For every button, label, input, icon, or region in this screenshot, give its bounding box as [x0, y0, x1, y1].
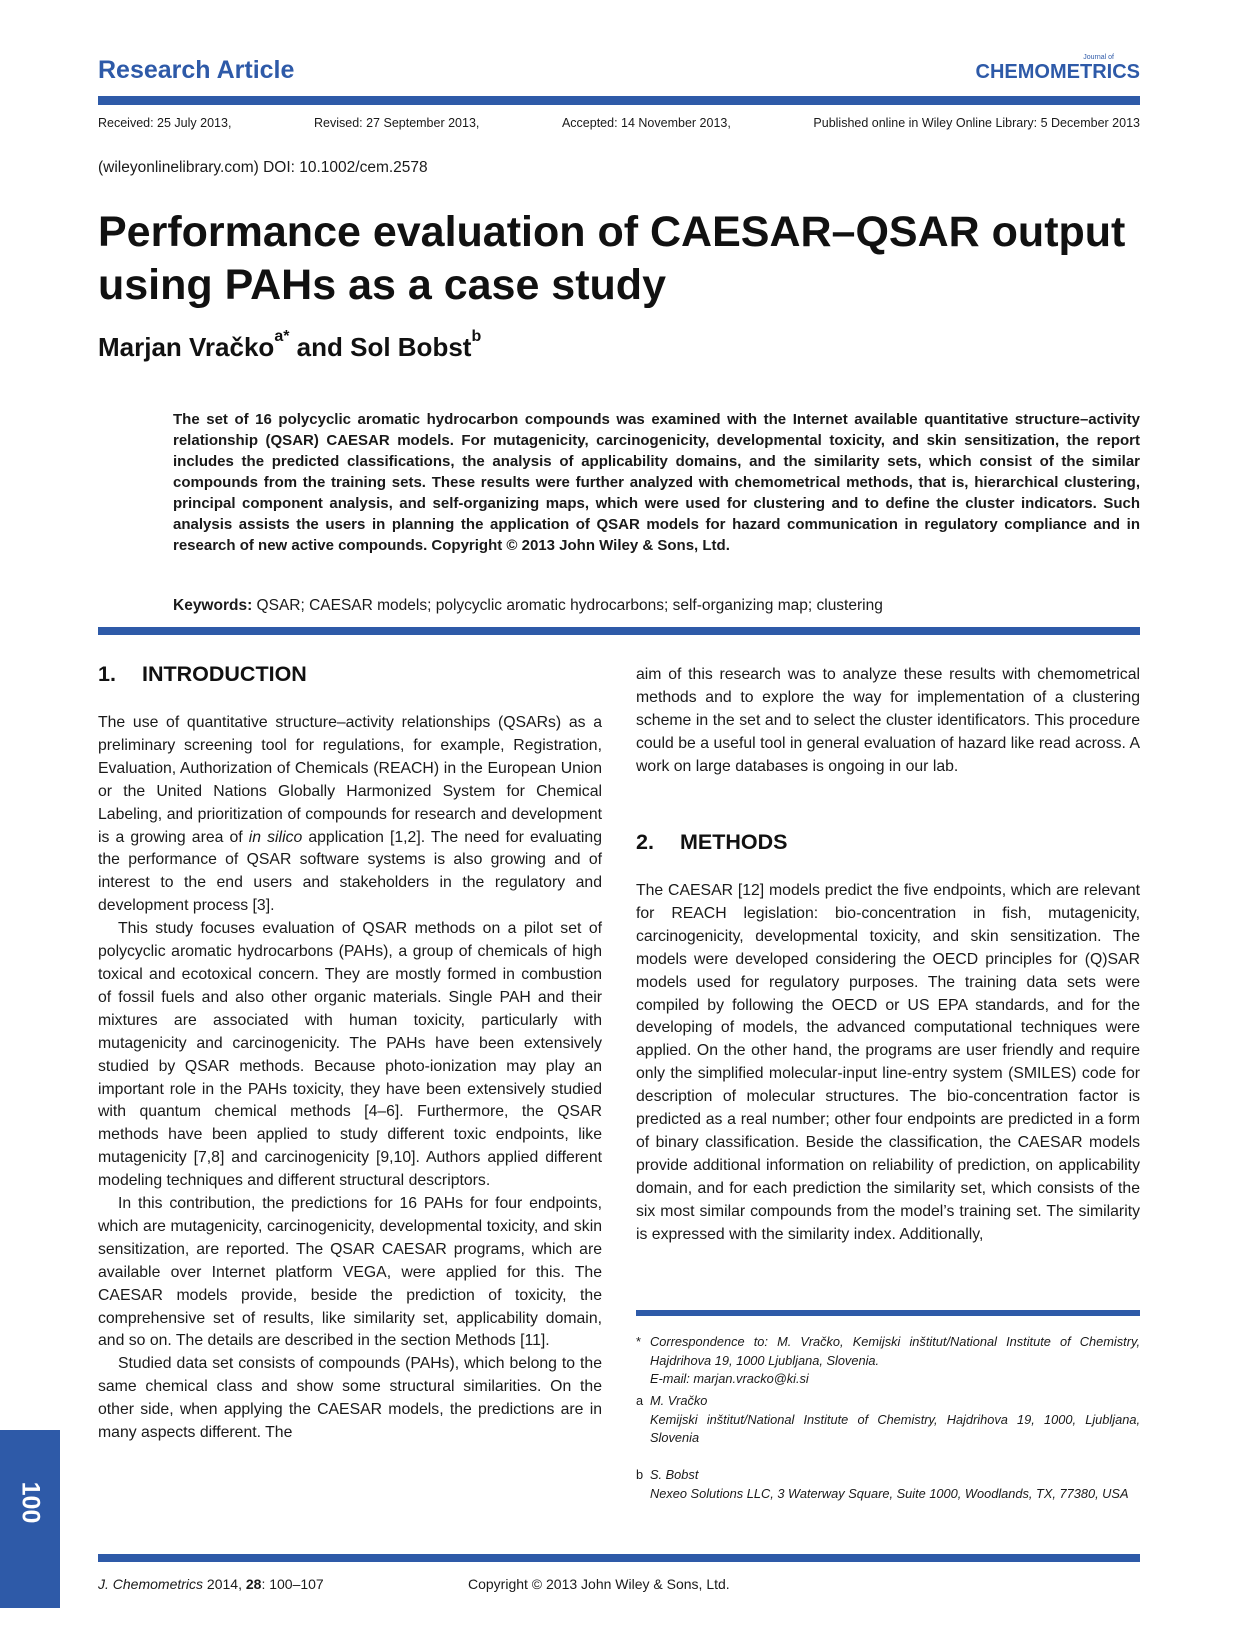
paragraph-text: The use of quantitative structure–activity relationships (QSARs) as a preliminary screening tool for regulations, for example, Registration, Evaluation, Authorization of Chemicals (REACH) in the European Union or the United Nations Globally Harmonized System for Chemical Labeling, and prioritization of compounds for research and development is a growing area of — [98, 714, 602, 846]
footnote-author: M. Vračko — [650, 1393, 708, 1408]
author-list — [98, 328, 482, 363]
keywords — [173, 597, 1140, 615]
journal-logo — [976, 54, 1140, 83]
footnote-affiliation: Nexeo Solutions LLC, 3 Waterway Square, Suite 1000, Woodlands, TX, 77380, USA — [650, 1485, 1129, 1501]
footer-citation — [98, 1576, 324, 1592]
paragraph: The CAESAR [12] models predict the five endpoints, which are relevant for REACH legislation: bio-concentration in fish, mutagenicity, carcinogenicity, developmental toxicity, and skin sensitization. The models were developed considering the OECD principles for (Q)SAR models used for regulatory purposes. The training data sets were compiled by following the OECD or US EPA standards, and for the developing of models, the advanced computational techniques were applied. On the other hand, the programs are user friendly and require only the simplified molecular-input line-entry system (SMILES) code for description of molecular structures. The bio-concentration factor is predicted as a real number; other four endpoints are predicted in a form of binary classification. Beside the classification, the CAESAR models provide additional information on reliability of prediction, on applicability domain, and for each prediction the similarity set, which consists of the six most similar compounds from the model’s training set. The similarity is expressed with the similarity index. Additionally, — [636, 882, 1140, 1243]
author-name: Sol Bobst — [350, 332, 472, 362]
author-affiliation-mark: a* — [274, 328, 290, 345]
article-title: Performance evaluation of CAESAR–QSAR output using PAHs as a case study — [98, 208, 1126, 309]
section-title: METHODS — [680, 830, 788, 854]
accepted-date: Accepted: 14 November 2013, — [561, 116, 731, 130]
section-number: 2. — [636, 830, 654, 854]
footnote-mark: a — [636, 1393, 644, 1408]
footnote-affiliation-a — [636, 1392, 1140, 1448]
revised-date: Revised: 27 September 2013, — [314, 116, 480, 130]
footnote-mark: * — [636, 1334, 641, 1349]
author-affiliation-mark: b — [471, 328, 482, 345]
abstract: The set of 16 polycyclic aromatic hydrocarbon compounds was examined with the Internet available quantitative structure–activity relationship (QSAR) CAESAR models. For mutagenicity, carcinogenicity, developmental toxicity, and skin sensitization, the report includes the predicted classifications, the analysis of applicability domains, and the similarity sets, which consist of the similar compounds from the training sets. These results were further analyzed with chemometrical methods, that is, hierarchical clustering, principal component analysis, and self-organizing maps, which were used for clustering and to define the cluster indicators. Such analysis assists the users in planning the application of QSAR models for hazard communication in regulatory compliance and in research of new active compounds. Copyright © 2013 John Wiley & Sons, Ltd. — [173, 411, 1140, 554]
received-date: Received: 25 July 2013, — [98, 116, 232, 130]
published-date: Published online in Wiley Online Library: 5 December 2013 — [813, 116, 1140, 130]
footnote-mark: b — [636, 1467, 644, 1482]
section-title: INTRODUCTION — [142, 662, 307, 686]
footnote-author: S. Bobst — [650, 1467, 699, 1482]
footer-rule — [98, 1554, 1140, 1562]
paragraph: Studied data set consists of compounds (PAHs), which belong to the same chemical class and show some structural similarities. On the other side, when applying the CAESAR models, the predictions are in many aspects different. The — [98, 1355, 602, 1442]
paragraph-text: application [1,2]. The need for evaluating the performance of QSAR software systems is also growing and of interest to the end users and stakeholders in the regulatory and development process [3]. — [98, 828, 602, 915]
footnote-affiliation-b — [636, 1466, 1140, 1503]
keywords-label: Keywords: — [173, 597, 253, 614]
right-column-intro-continued — [636, 664, 1140, 779]
article-type-label: Research Article — [98, 56, 295, 84]
paragraph: In this contribution, the predictions for 16 PAHs for four endpoints, which are mutagenicity, carcinogenicity, developmental toxicity, and skin sensitization, are reported. The QSAR CAESAR programs, which are available over Internet platform VEGA, were applied for this. The CAESAR models provide, beside the prediction of toxicity, the comprehensive set of results, like similarity set, applicability domain, and so on. The details are described in the section Methods [11]. — [98, 1195, 602, 1350]
page-number: 100 — [16, 1481, 45, 1524]
page-number-tab — [0, 1430, 60, 1608]
paragraph-emphasis: in silico — [248, 828, 303, 846]
section-heading-methods — [636, 830, 788, 855]
keywords-text: QSAR; CAESAR models; polycyclic aromatic hydrocarbons; self-organizing map; clustering — [252, 597, 883, 614]
footnote-text: Correspondence to: M. Vračko, Kemijski inštitut/National Institute of Chemistry, Hajdrihova 19, 1000 Ljubljana, Slovenia. — [650, 1334, 1140, 1368]
footer-journal: J. Chemometrics — [98, 1576, 204, 1592]
left-column — [98, 712, 602, 1445]
author-name: Marjan Vračko — [98, 332, 275, 362]
paragraph: This study focuses evaluation of QSAR methods on a pilot set of polycyclic aromatic hydrocarbons (PAHs), a group of chemicals of high toxical and ecotoxical concern. They are mostly formed in combustion of fossil fuels and also other organic materials. Single PAH and their mixtures are associated with human toxicity, particularly with mutagenicity and carcinogenicity. The PAHs have been extensively studied by QSAR methods. Because photo-ionization may play an important role in the PAHs toxicity, they have been extensively studied with quantum chemical methods [4–6]. Furthermore, the QSAR methods have been applied to study different toxic endpoints, like mutagenicity [7,8] and carcinogenicity [9,10]. Authors applied different modeling techniques and different structural descriptors. — [98, 920, 602, 1190]
journal-logo-name: CHEMOMETRICS — [975, 61, 1140, 83]
footer-volume: 28 — [245, 1576, 262, 1592]
journal-logo-small: Journal of — [1083, 54, 1114, 61]
doi-line[interactable]: (wileyonlinelibrary.com) DOI: 10.1002/cem.2578 — [98, 159, 428, 176]
header-rule — [98, 96, 1140, 105]
footer-copyright: Copyright © 2013 John Wiley & Sons, Ltd. — [468, 1576, 730, 1592]
footer-pages: : 100–107 — [261, 1576, 324, 1592]
paragraph — [98, 712, 602, 918]
section-heading-introduction — [98, 662, 307, 687]
paragraph: aim of this research was to analyze these results with chemometrical methods and to explore the way for implementation of a clustering scheme in the set and to select the cluster identificators. This procedure could be a useful tool in general evaluation of hazard like read across. A work on large databases is ongoing in our lab. — [636, 666, 1140, 775]
footnote-rule — [636, 1310, 1140, 1316]
right-column-methods — [636, 880, 1140, 1247]
footer-year: 2014, — [203, 1576, 246, 1592]
footnote-affiliation: Kemijski inštitut/National Institute of Chemistry, Hajdrihova 19, 1000, Ljubljana, Slovenia — [650, 1411, 1140, 1445]
dates-line — [98, 116, 1140, 130]
abstract-rule — [98, 627, 1140, 635]
author-conjunction: and — [289, 332, 351, 362]
footnote-email[interactable]: E-mail: marjan.vracko@ki.si — [650, 1371, 809, 1386]
section-number: 1. — [98, 662, 116, 686]
footnote-correspondence — [636, 1333, 1140, 1389]
